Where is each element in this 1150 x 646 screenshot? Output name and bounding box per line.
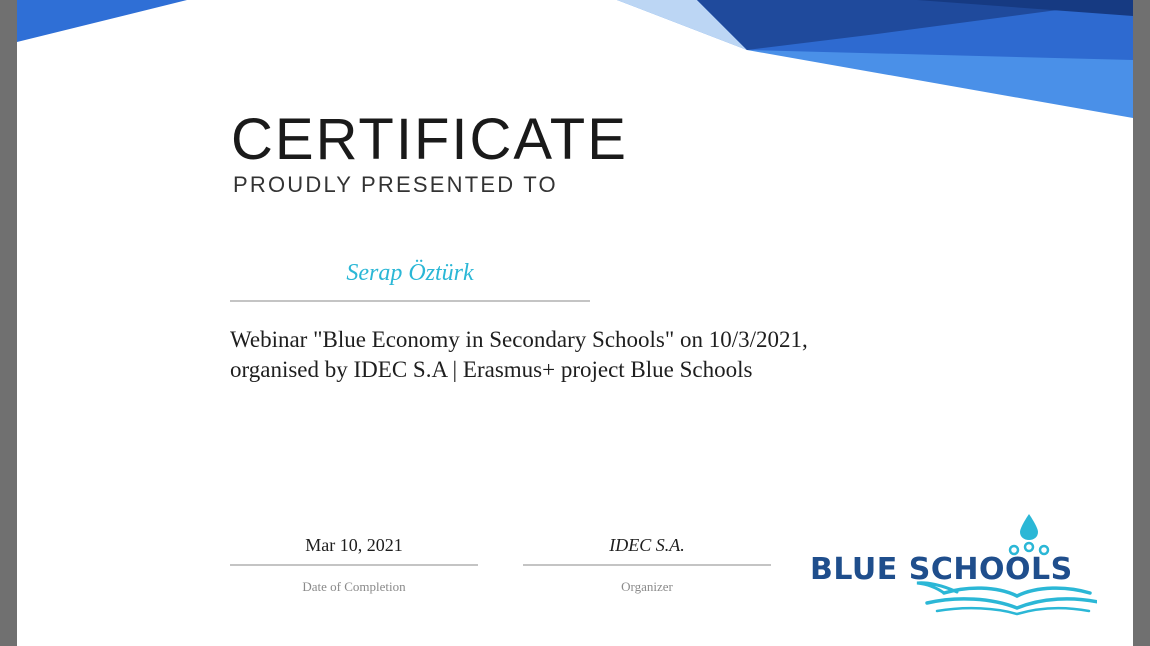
date-caption: Date of Completion xyxy=(302,579,406,594)
blue-schools-logo xyxy=(807,510,1097,620)
certificate-title: CERTIFICATE xyxy=(231,107,628,172)
organizer-signature: IDEC S.A. xyxy=(609,535,685,555)
date-signature-line xyxy=(230,564,478,566)
recipient-underline xyxy=(230,300,590,302)
organizer-caption: Organizer xyxy=(621,579,673,594)
recipient-name: Serap Öztürk xyxy=(346,260,474,286)
certificate-description: Webinar "Blue Economy in Secondary Schools" on 10/3/2021, organised by IDEC S.A | Erasmus+ project Blue Schools xyxy=(230,327,808,382)
certificate-subtitle: PROUDLY PRESENTED TO xyxy=(233,172,558,197)
completion-date: Mar 10, 2021 xyxy=(305,535,403,555)
logo-text: BLUE SCHOOLS xyxy=(810,552,1073,587)
organizer-signature-line xyxy=(523,564,771,566)
certificate-page xyxy=(17,0,1133,646)
